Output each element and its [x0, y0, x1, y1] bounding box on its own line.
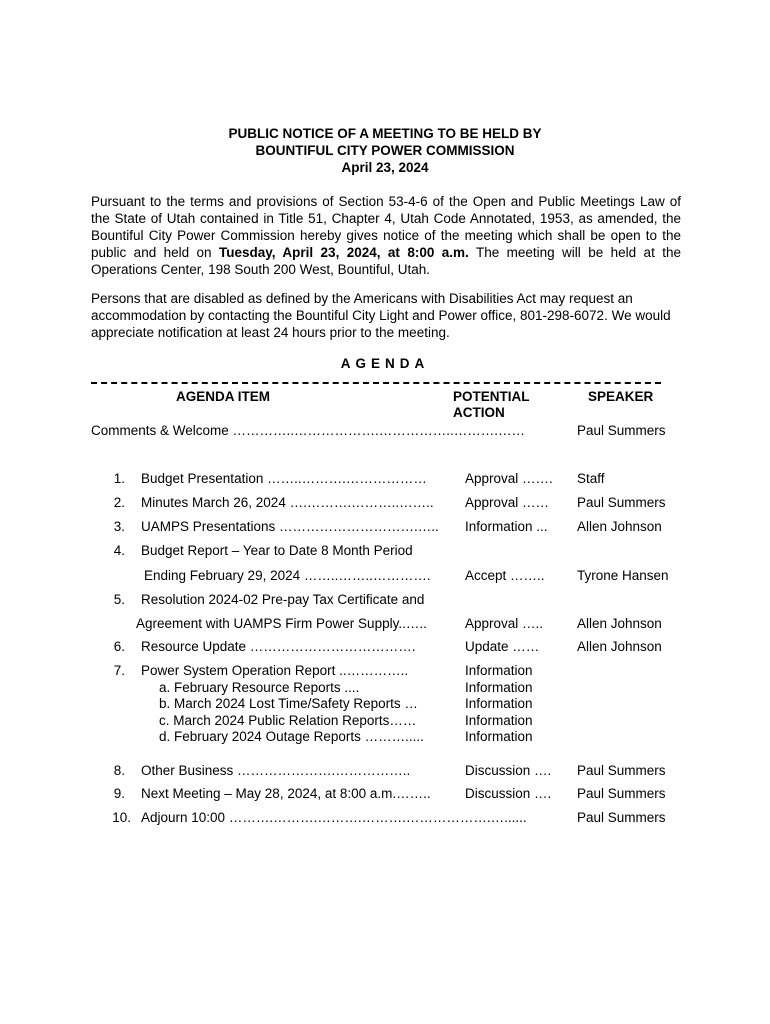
subitem-action: Information — [465, 729, 533, 745]
item-speaker: Allen Johnson — [577, 639, 662, 654]
subitem-label: d. February 2024 Outage Reports ………..... — [159, 729, 424, 745]
welcome-item: Comments & Welcome …………..……………….……………..……….…… — [91, 423, 526, 438]
item-speaker: Allen Johnson — [577, 616, 662, 631]
item-label-continued: Ending February 29, 2024 ……..……..…………. — [144, 568, 431, 583]
item-number: 7. — [113, 663, 125, 678]
item-label: Budget Presentation ……..……….……………… — [141, 471, 427, 486]
item-action: Discussion …. — [465, 763, 552, 778]
item-action: Information — [465, 663, 533, 678]
item-label: Resolution 2024-02 Pre-pay Tax Certificate and — [141, 592, 425, 607]
item-speaker: Paul Summers — [577, 786, 666, 801]
column-header-action: ACTION — [453, 405, 505, 420]
subitem-label: c. March 2024 Public Relation Reports…… — [159, 712, 417, 728]
notice-date: April 23, 2024 — [341, 160, 429, 175]
item-label: Adjourn 10:00 ……….……….……….……….……………….…...... — [141, 810, 527, 825]
subitem-list — [159, 680, 424, 746]
column-header-speaker: SPEAKER — [588, 389, 654, 404]
item-speaker: Allen Johnson — [577, 519, 662, 534]
item-label: Next Meeting – May 28, 2024, at 8:00 a.m.…….. — [141, 786, 431, 801]
item-label: UAMPS Presentations ………………………….….. — [141, 519, 439, 534]
item-label: Other Business ………………….…………….. — [141, 763, 411, 778]
subitem-label: b. March 2024 Lost Time/Safety Reports … — [159, 696, 418, 712]
item-number: 3. — [113, 519, 125, 534]
item-action: Approval ……. — [465, 471, 553, 486]
item-label: Minutes March 26, 2024 ….……….………..…….. — [141, 495, 434, 510]
column-header-agenda-item: AGENDA ITEM — [176, 389, 270, 404]
subitem-action: Information — [465, 696, 533, 712]
notice-title-line1: PUBLIC NOTICE OF A MEETING TO BE HELD BY — [228, 126, 542, 141]
item-speaker: Paul Summers — [577, 810, 666, 825]
item-number: 2. — [113, 495, 125, 510]
agenda-heading: AGENDA — [340, 356, 430, 371]
subitem-actions — [465, 680, 533, 746]
welcome-speaker: Paul Summers — [577, 423, 666, 438]
item-label: Power System Operation Report ..………….. — [141, 663, 409, 678]
subitem-action: Information — [465, 680, 533, 695]
agenda-divider — [91, 382, 661, 384]
item-number: 1. — [113, 471, 125, 486]
ada-text: Persons that are disabled as defined by the Americans with Disabilities Act may request an accommodation by contacting the Bountiful City Light and Power office, 801-298-6072. We would appreciate notification at least 24 hours prior to the meeting. — [91, 291, 671, 340]
notice-text-start: Pursuant to the terms and provisions of Section 53-4-6 of the Open and Public Meetings Law of the State of Utah contained in Title 51, Chapter 4, Utah Code Annotated, 1953, as amended, the Bountiful City Power Commission hereby gives notice of the meeting which shall be open to the public and held on — [91, 194, 681, 260]
subitem-action: Information — [465, 712, 533, 728]
item-number: 4. — [113, 543, 125, 558]
item-action: Approval ….. — [465, 616, 544, 631]
notice-title-line2: BOUNTIFUL CITY POWER COMMISSION — [255, 143, 515, 158]
item-label-continued: Agreement with UAMPS Firm Power Supply..….. — [136, 616, 427, 631]
item-action: Update …… — [465, 639, 540, 654]
notice-paragraph — [91, 193, 681, 278]
item-number: 8. — [113, 763, 125, 778]
ada-paragraph — [91, 290, 681, 341]
meeting-datetime: Tuesday, April 23, 2024, at 8:00 a.m. — [218, 245, 469, 260]
item-number: 5. — [113, 592, 125, 607]
item-number: 6. — [113, 639, 125, 654]
item-number: 9. — [113, 786, 125, 801]
subitem-label: a. February Resource Reports .... — [159, 680, 360, 695]
item-action: Approval …… — [465, 495, 550, 510]
item-number: 10. — [112, 810, 131, 825]
item-action: Discussion …. — [465, 786, 552, 801]
item-speaker: Tyrone Hansen — [577, 568, 669, 583]
item-label: Budget Report – Year to Date 8 Month Period — [141, 543, 413, 558]
item-speaker: Paul Summers — [577, 763, 666, 778]
item-speaker: Staff — [577, 471, 605, 486]
item-action: Information ... — [465, 519, 548, 534]
item-speaker: Paul Summers — [577, 495, 666, 510]
column-header-potential: POTENTIAL — [453, 389, 530, 404]
item-action: Accept …….. — [465, 568, 545, 583]
notice-text-end: The meeting will be held at the Operations Center, 198 South 200 West, Bountiful, Utah. — [91, 245, 681, 277]
item-label: Resource Update ………………………………. — [141, 639, 416, 654]
